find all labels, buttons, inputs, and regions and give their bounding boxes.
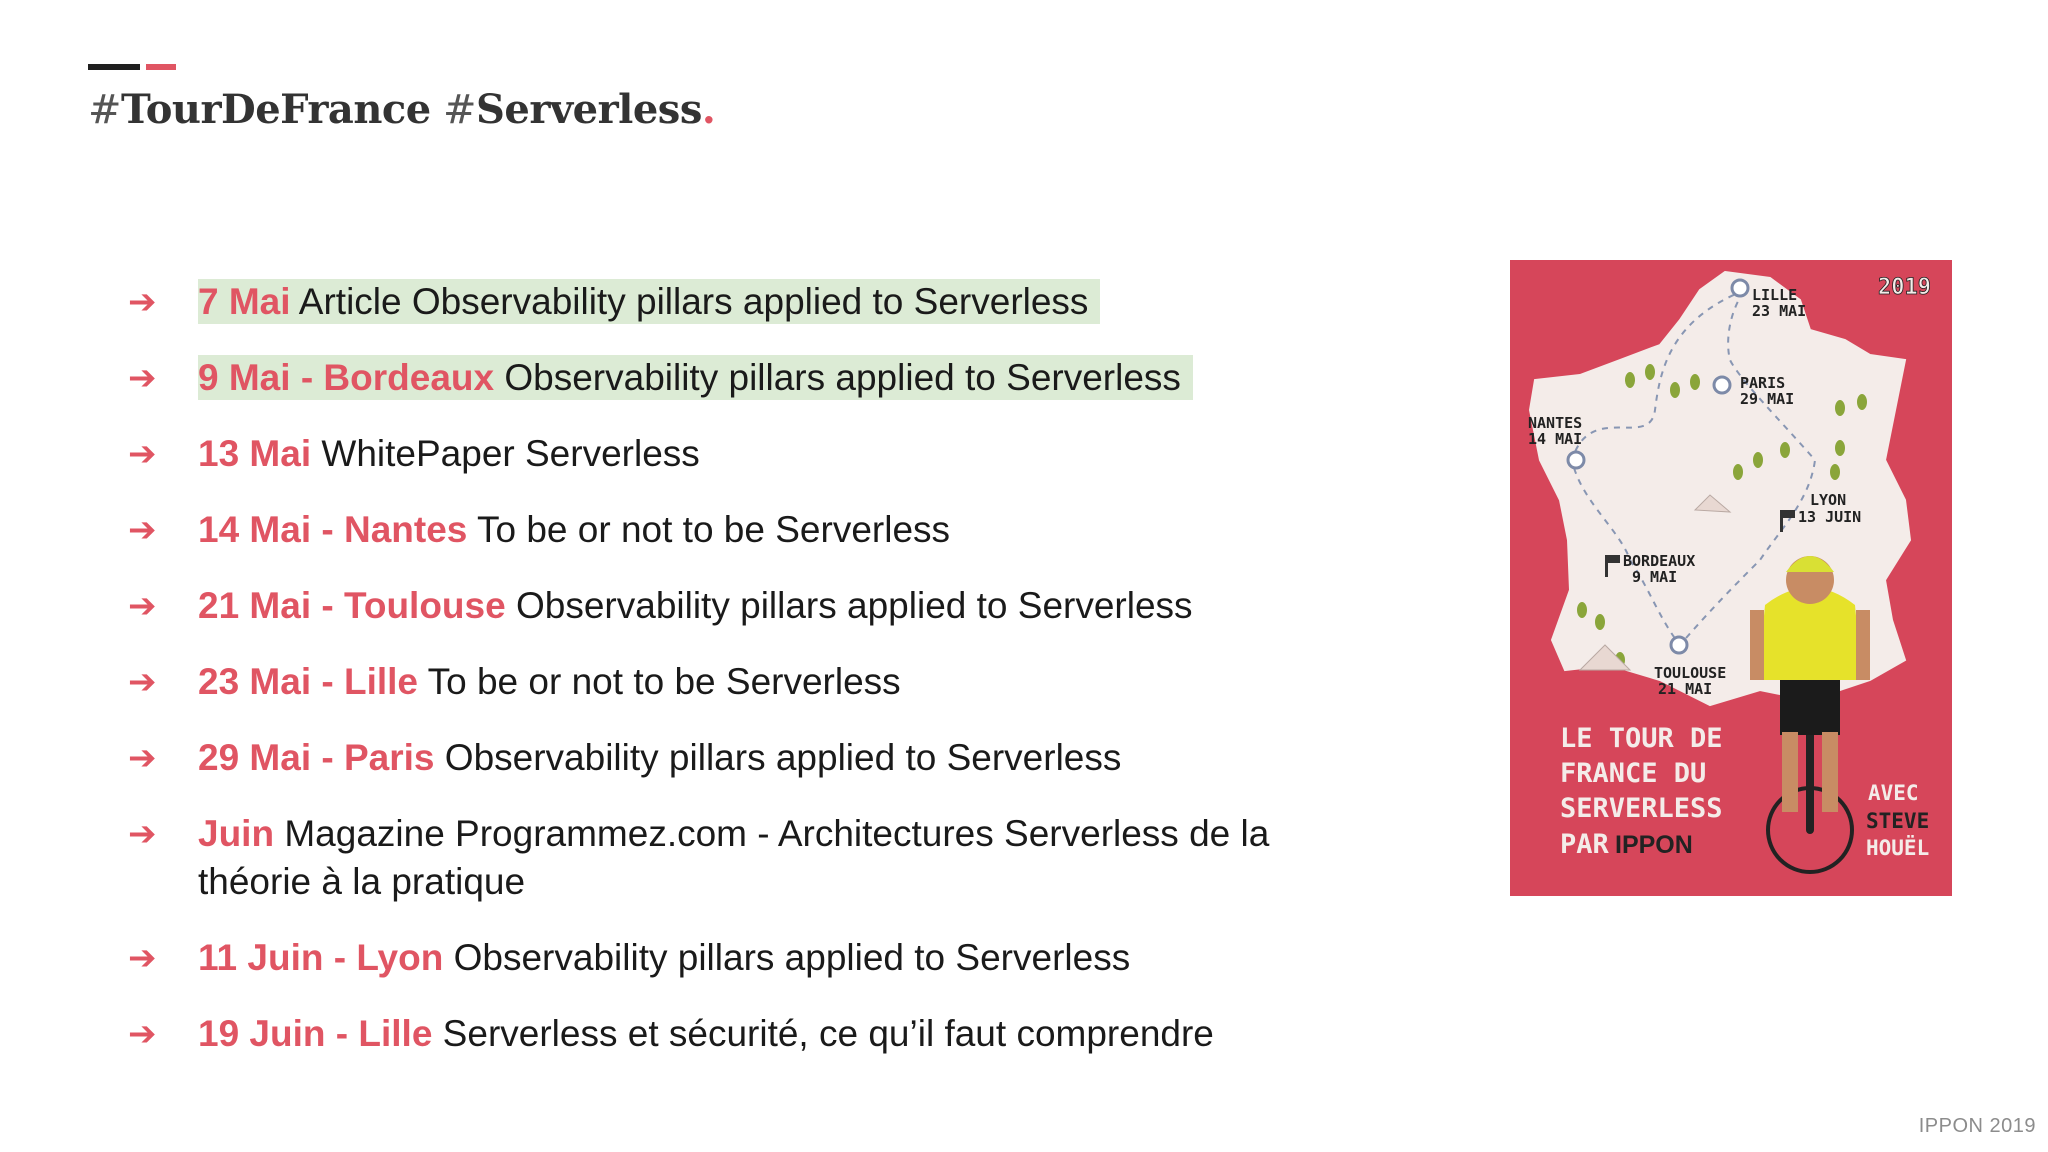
agenda-item [128, 430, 1388, 478]
agenda-item [128, 1010, 1388, 1058]
agenda-list [128, 278, 1388, 1086]
poster-brand-logo: IPPON [1615, 831, 1693, 859]
agenda-text: Observability pillars applied to Serverless [434, 737, 1122, 778]
poster-city-name: PARIS [1740, 374, 1786, 392]
arrow-right-icon: ➔ [128, 814, 157, 854]
accent-bar-dark [88, 64, 140, 70]
agenda-text: To be or not to be Serverless [418, 661, 901, 702]
poster-city-date: 14 MAI [1528, 430, 1583, 448]
title-hash-1: # [88, 87, 122, 133]
agenda-item [128, 354, 1388, 402]
agenda-text: WhitePaper Serverless [311, 433, 700, 474]
agenda-item-highlight [198, 355, 1193, 400]
poster-city-name: LYON [1810, 491, 1847, 509]
agenda-date: 23 Mai - Lille [198, 661, 419, 702]
agenda-text: To be or not to be Serverless [467, 509, 951, 550]
agenda-item-highlight [198, 279, 1100, 324]
title-dot: . [701, 86, 716, 133]
agenda-date: 13 Mai [198, 433, 312, 474]
pin-nantes-icon [1568, 452, 1584, 468]
agenda-item [128, 658, 1388, 706]
poster-year: 2019 [1878, 275, 1931, 300]
agenda-text: Observability pillars applied to Serverless [494, 357, 1181, 398]
pin-toulouse-icon [1671, 637, 1687, 653]
agenda-item [128, 582, 1388, 630]
agenda-date: 7 Mai [198, 281, 291, 322]
poster-city-date: 13 JUIN [1798, 508, 1862, 526]
agenda-date: 9 Mai - Bordeaux [198, 357, 495, 398]
page-title [88, 86, 715, 133]
title-hash-2: # [430, 87, 476, 133]
poster-speaker-last: HOUËL [1866, 836, 1930, 860]
arrow-right-icon: ➔ [128, 358, 157, 398]
agenda-text: Observability pillars applied to Serverless [505, 585, 1193, 626]
arrow-right-icon: ➔ [128, 938, 157, 978]
poster-tagline: LE TOUR DE [1560, 723, 1723, 754]
agenda-text: Magazine Programmez.com - Architectures Serverless de la théorie à la pratique [198, 813, 1270, 902]
cyclist-illustration [1750, 556, 1870, 872]
title-word-serverless: Serverless [475, 86, 702, 133]
agenda-date: 14 Mai - Nantes [198, 509, 468, 550]
poster-avec: AVEC [1868, 781, 1919, 805]
agenda-text: Observability pillars applied to Serverless [443, 937, 1131, 978]
agenda-text: Article Observability pillars applied to Serverless [290, 281, 1089, 322]
agenda-date: 29 Mai - Paris [198, 737, 435, 778]
pin-lille-icon [1732, 280, 1748, 296]
arrow-right-icon: ➔ [128, 586, 157, 626]
poster-tagline: SERVERLESS [1560, 793, 1723, 824]
pin-paris-icon [1714, 377, 1730, 393]
title-accent-bars [88, 64, 178, 70]
poster-city-name: TOULOUSE [1654, 664, 1727, 682]
arrow-right-icon: ➔ [128, 510, 157, 550]
agenda-item [128, 734, 1388, 782]
poster-city-date: 21 MAI [1658, 680, 1713, 698]
poster-city-date: 23 MAI [1752, 302, 1807, 320]
agenda-item [128, 934, 1388, 982]
poster-city-date: 9 MAI [1632, 568, 1678, 586]
poster-speaker-first: STEVE [1866, 809, 1930, 833]
poster-city-name: BORDEAUX [1623, 552, 1696, 570]
arrow-right-icon: ➔ [128, 434, 157, 474]
agenda-date: 21 Mai - Toulouse [198, 585, 506, 626]
arrow-right-icon: ➔ [128, 282, 157, 322]
agenda-date: Juin [198, 813, 275, 854]
agenda-text: Serverless et sécurité, ce qu’il faut comprendre [432, 1013, 1214, 1054]
agenda-item [128, 278, 1388, 326]
accent-bar-red [146, 64, 176, 70]
arrow-right-icon: ➔ [128, 1014, 157, 1054]
poster-city-name: NANTES [1528, 414, 1583, 432]
poster-artwork [1510, 260, 1952, 896]
arrow-right-icon: ➔ [128, 738, 157, 778]
tour-poster [1510, 260, 1952, 896]
poster-city-name: LILLE [1752, 286, 1798, 304]
arrow-right-icon: ➔ [128, 662, 157, 702]
poster-city-date: 29 MAI [1740, 390, 1795, 408]
agenda-date: 11 Juin - Lyon [198, 937, 444, 978]
poster-tagline: FRANCE DU [1560, 758, 1707, 789]
agenda-item [128, 810, 1388, 906]
agenda-item [128, 506, 1388, 554]
title-word-tourdefrance: TourDeFrance [121, 86, 431, 133]
agenda-date: 19 Juin - Lille [198, 1013, 433, 1054]
footer-label: IPPON 2019 [1918, 1115, 2036, 1137]
poster-tagline: PAR [1560, 829, 1609, 860]
